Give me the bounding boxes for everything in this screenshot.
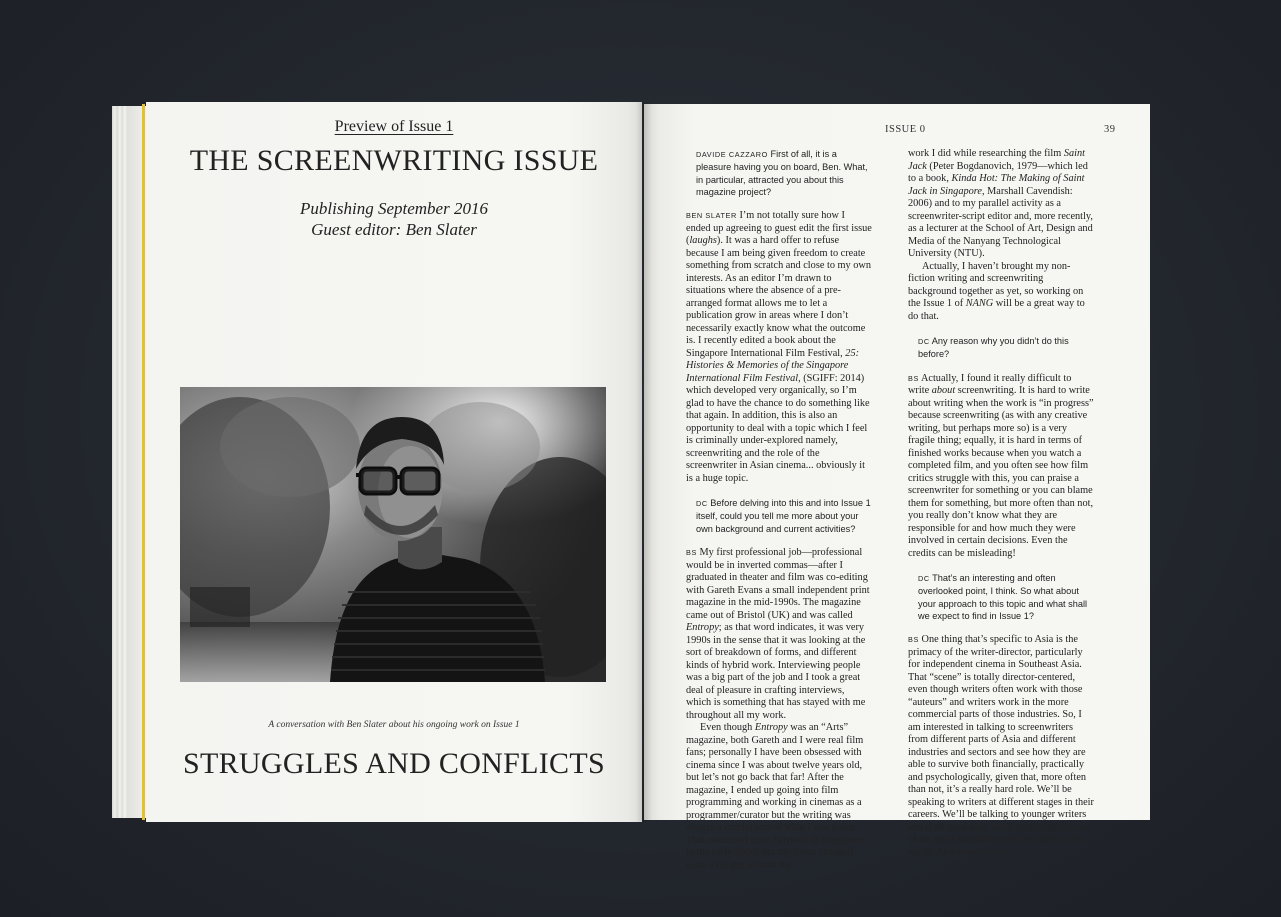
publishing-info xyxy=(146,198,642,240)
speaker-label: DC xyxy=(696,499,708,509)
answer-2-end: work I did while researching the film Saint Jack (Peter Bogdanovich, 1979—which led to a book, Kinda Hot: The Making of Saint Jack in Singapore, Marshall Cavendish: 2006) and to my parallel activity as a screenwriter-script editor and, more recently, as a lecturer at the School of Art, Design and Media of the Nanyang Technological University (NTU). xyxy=(908,148,1093,259)
speaker-label: DC xyxy=(918,574,930,584)
publishing-date: Publishing September 2016 xyxy=(300,199,488,218)
photo-caption: A conversation with Ben Slater about his ongoing work on Issue 1 xyxy=(268,720,520,730)
speaker-label: BS xyxy=(908,635,919,645)
yellow-edge-stripe xyxy=(142,104,145,820)
portrait-photo xyxy=(180,387,606,682)
portrait-image xyxy=(180,387,606,682)
speaker-label: BS xyxy=(686,548,697,558)
left-page xyxy=(146,102,642,822)
question-2: DC Before delving into this and into Issue 1 itself, could you tell me more about your own background and current activities? xyxy=(696,498,871,534)
speaker-label: BEN SLATER xyxy=(686,211,737,221)
answer-3: BS Actually, I found it really difficult to write about screenwriting. It is hard to write about writing when the work is “in progress” because screenwriting (as with any creative writing, but perhaps more so) is a very fragile thing; equally, it is hard in terms of finished works because when you watch a completed film, and you often see how film critics struggle with this, you can praise a screenwriter for something or you can blame them for something, but more often than not, you really don’t know what they are responsible for and how much they were involved in certain decisions. Even the credits can be misleading! xyxy=(908,372,1094,559)
answer-2-final: Actually, I haven’t brought my non-fiction writing and screenwriting background together as yet, so working on the Issue 1 of NANG will be a great way to do that. xyxy=(908,260,1085,322)
right-page xyxy=(644,104,1150,871)
spine-shadow xyxy=(636,102,652,822)
answer-4: BS One thing that’s specific to Asia is the primacy of the writer-director, particularly for independent cinema in Southeast Asia. That “scene” is totally director-centered, even though writers often work with those “auteurs” and writers work in the more commercial parts of those industries. So, I am interested in talking to screenwriters from different parts of Asia and different industries and sectors and see how they are able to survive both financially, practically and psychologically, given that, more often than not, it’s a really hard role. We’ll be speaking to writers at different stages in their careers. We’ll be talking to younger writers and if all goes well, we’ll be talking to some of the most successful screenwriters in the world. As a screenwriter xyxy=(908,634,1094,858)
question-1: DAVIDE CAZZARO First of all, it is a pleasure having you on board, Ben. What, in particular, attracted you about this magazine project? xyxy=(696,149,868,197)
speaker-label: BS xyxy=(908,373,919,383)
running-head: ISSUE 0 xyxy=(885,124,926,135)
answer-2-continued: Even though Entropy was an “Arts” magazine, both Gareth and I were real film fans; personally I have been obsessed with cinema since I was about twelve years old, but let’s not go back that far! After the magazine, I ended up going into film programming and working in cinemas as a programmer/curator but the writing was always a crucial part of what I was doing. That continued once I arrived in Singapore in the early 2000s but my focus changed quite a bit due to both the xyxy=(686,722,864,871)
preview-label: Preview of Issue 1 xyxy=(334,118,454,135)
text-column-2 xyxy=(908,148,1094,859)
guest-editor: Guest editor: Ben Slater xyxy=(311,220,477,239)
question-3: DC Any reason why you didn’t do this before? xyxy=(918,336,1069,360)
page-number: 39 xyxy=(1104,124,1116,135)
answer-1: BEN SLATER I’m not totally sure how I ended up agreeing to guest edit the first issue (laughs). It was a hard offer to refuse because I am being given freedom to create something from scratch and close to my own interests. As an editor I’m drawn to situations where the absence of a pre-arranged format allows me to let a publication grow in areas where I don’t necessarily exactly know what the outcome is. I recently edited a book about the Singapore International Film Festival, 25: Histories & Memories of the Singapore International Film Festival, (SGIFF: 2014) which developed very organically, so I’m glad to have the chance to do something like that again. In addition, this is also an opportunity to deal with a topic which I feel is criminally under-explored namely, screenwriting and the role of the screenwriter in Asian cinema... obviously it is a huge topic. xyxy=(686,210,872,484)
answer-2: BS My first professional job—professional would be in inverted commas—after I graduated in theater and film was co-editing with Gareth Evans a small independent print magazine in the mid-1990s. The magazine came out of Bristol (UK) and was called Entropy; as that word indicates, it was very 1990s in the sense that it was looking at the sort of breakdown of forms, and different kinds of hybrid work. Interviewing people was a big part of the job and I took a great deal of pleasure in crafting interviews, which is something that has stayed with me throughout all my work. xyxy=(686,547,870,721)
magazine-spread xyxy=(112,98,1152,871)
issue-title: THE SCREENWRITING ISSUE xyxy=(189,144,599,177)
article-title: STRUGGLES AND CONFLICTS xyxy=(183,747,605,780)
question-4: DC That’s an interesting and often overlooked point, I think. So what about your approach to this topic and what shall we expect to find in Issue 1? xyxy=(918,573,1088,621)
text-column-1 xyxy=(686,148,872,872)
speaker-label: DC xyxy=(918,337,930,346)
speaker-label: DAVIDE CAZZARO xyxy=(696,150,768,159)
